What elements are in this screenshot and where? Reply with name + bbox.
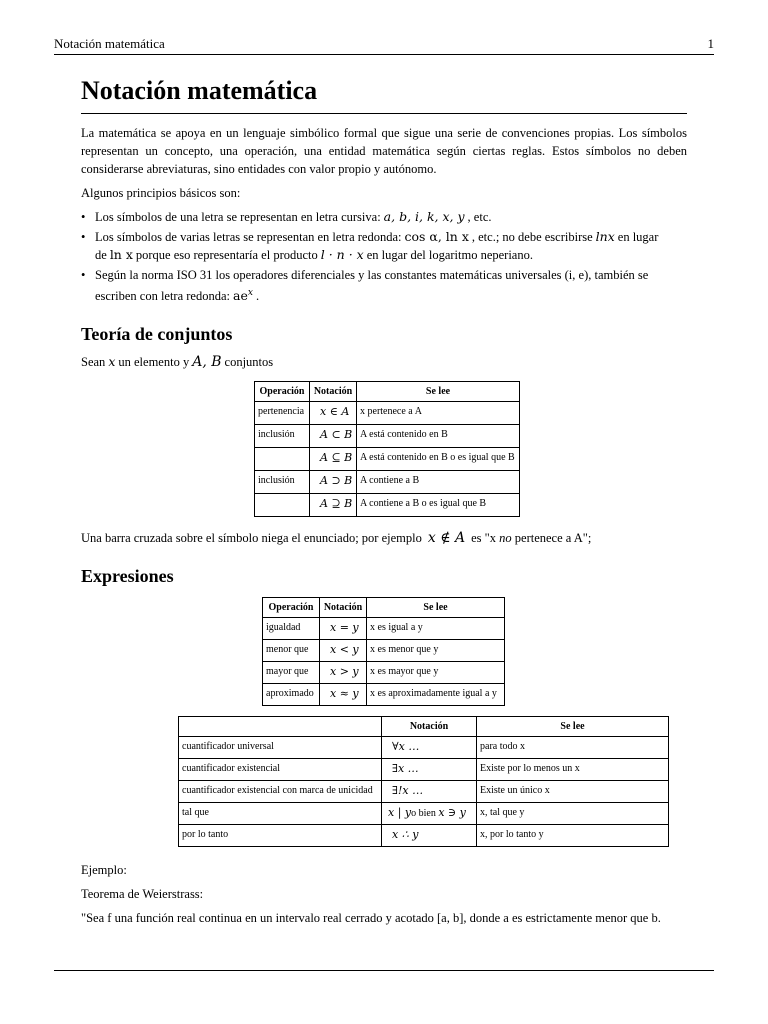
table-row: por lo tanto x ∴ y x, por lo tanto y	[179, 825, 669, 847]
sets-table	[254, 381, 520, 517]
quantifiers-table	[178, 716, 669, 847]
math-inline: lnx	[595, 229, 615, 244]
theorem-text: "Sea f una función real continua en un intervalo real cerrado y acotado [a, b], donde a es estrictamente menor que b.	[81, 911, 661, 926]
example-label: Ejemplo:	[81, 863, 127, 878]
math-inline: ln x	[109, 247, 133, 262]
table-row: tal que x | yo bien x ∋ y x, tal que y	[179, 803, 669, 825]
column-header: Se lee	[477, 717, 669, 737]
table-row: pertenencia x ∈ A x pertenece a A	[255, 402, 520, 425]
math-inline: $ae^x$	[233, 288, 253, 304]
table-header-row	[255, 382, 520, 402]
list-item: • Los símbolos de varias letras se representan en letra redonda: cos α, ln x , etc.; no debe escribirse lnx en lugar de ln x porque eso representaría el producto l · n · x en lugar del logaritmo neperiano.	[81, 229, 659, 262]
column-header: Se lee	[367, 598, 505, 618]
article-body	[81, 70, 687, 933]
theorem-label: Teorema de Weierstrass:	[81, 887, 204, 902]
principles-list	[81, 208, 687, 305]
table-row: mayor que x > y x es mayor que y	[263, 662, 505, 684]
table-row: inclusión A ⊂ B A está contenido en B	[255, 425, 520, 448]
table-row: A ⊇ B A contiene a B o es igual que B	[255, 494, 520, 517]
math-inline: a, b, i, k, x, y	[383, 209, 465, 224]
column-header: Operación	[263, 598, 320, 618]
table-row: menor que x < y x es menor que y	[263, 640, 505, 662]
list-item: • Los símbolos de una letra se representan en letra cursiva: a, b, i, k, x, y , etc.	[81, 209, 492, 224]
table-row: inclusión A ⊃ B A contiene a B	[255, 471, 520, 494]
expressions-table	[262, 597, 505, 706]
running-header	[54, 36, 714, 55]
table-header-row	[179, 717, 669, 737]
column-header: Notación	[310, 382, 357, 402]
page-number: 1	[707, 36, 714, 51]
column-header	[179, 717, 382, 737]
table-row: cuantificador universal ∀x … para todo x	[179, 737, 669, 759]
column-header: Se lee	[357, 382, 520, 402]
principles-intro: Algunos principios básicos son:	[81, 186, 241, 200]
table-row: A ⊆ B A está contenido en B o es igual que B	[255, 448, 520, 471]
footer-rule	[54, 970, 714, 971]
list-item: • Según la norma ISO 31 los operadores diferenciales y las constantes matemáticas universales (i, e), también se escriben con letra redonda: $ae^x$ .	[81, 268, 649, 304]
header-title: Notación matemática	[54, 36, 165, 51]
section-heading-expresiones: Expresiones	[81, 566, 174, 587]
table-row: cuantificador existencial con marca de unicidad ∃!x … Existe un único x	[179, 781, 669, 803]
table-row: aproximado x ≈ y x es aproximadamente igual a y	[263, 684, 505, 706]
column-header: Notación	[320, 598, 367, 618]
table-header-row	[263, 598, 505, 618]
intro-paragraph: La matemática se apoya en un lenguaje simbólico formal que sigue una serie de convenciones propias. Los símbolos representan un concepto, una operación, una entidad matemática según ciertas reglas. Estos símbolos no deben considerarse abreviaturas, sino entidades con valor propio y autónomo.	[81, 126, 687, 176]
column-header: Operación	[255, 382, 310, 402]
math-inline: cos α, ln x	[404, 229, 469, 244]
math-inline: l · n · x	[320, 247, 364, 262]
table-row: cuantificador existencial ∃x … Existe por lo menos un x	[179, 759, 669, 781]
negation-line: Una barra cruzada sobre el símbolo niega el enunciado; por ejemplo x ∉ A es "x no pertenece a A";	[81, 530, 592, 547]
section-heading-conjuntos: Teoría de conjuntos	[81, 324, 233, 345]
table-row: igualdad x = y x es igual a y	[263, 618, 505, 640]
column-header: Notación	[382, 717, 477, 737]
sean-line: Sean x un elemento y A, B conjuntos	[81, 354, 274, 371]
page-title: Notación matemática	[81, 75, 687, 114]
